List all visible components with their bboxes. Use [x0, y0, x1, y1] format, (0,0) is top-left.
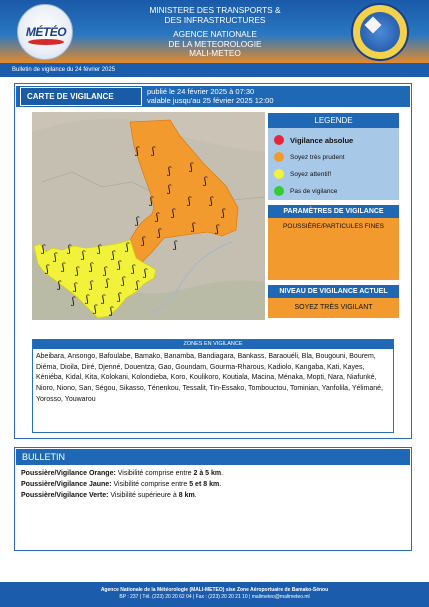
- dust-hazard-icon: ʃ: [122, 276, 125, 287]
- bulletin-end: .: [219, 481, 222, 488]
- legend-label: Vigilance absolue: [290, 135, 354, 145]
- footer-contact: BP : 237 | Tél. (223) 20 20 62 04 | Fax : (223) 20 20 21 10 | malimeteo@malimeteo.ml: [119, 594, 310, 600]
- legend-title: LEGENDE: [268, 113, 399, 128]
- bulletin-value: 5 et 8 km: [189, 481, 220, 488]
- legend-item-prudent: [274, 150, 345, 164]
- dust-hazard-icon: ʃ: [46, 264, 49, 275]
- dust-hazard-icon: ʃ: [132, 264, 135, 275]
- dust-hazard-icon: ʃ: [62, 262, 65, 273]
- dust-hazard-icon: ʃ: [54, 252, 57, 263]
- dust-hazard-icon: ʃ: [210, 196, 213, 207]
- legend-label: Soyez très prudent: [290, 153, 345, 161]
- legend-label: Soyez attentif!: [290, 170, 332, 178]
- dust-hazard-icon: ʃ: [152, 146, 155, 157]
- dust-hazard-icon: ʃ: [188, 196, 191, 207]
- dust-hazard-icon: ʃ: [174, 240, 177, 251]
- zones-title: ZONES EN VIGILANCE: [33, 340, 393, 349]
- logo-swoosh: [28, 39, 64, 45]
- header-banner: [0, 0, 429, 63]
- zones-list: Abeibara, Ansongo, Bafoulabe, Bamako, Banamba, Bandiagara, Bankass, Baraouéli, Bla, Bougouni, Bourem, Diéma, Dioila, Diré, Djenné, Douentza, Gao, Goundam, Gourma-Rharous, Kadiolo, Kangaba, Kati, Kayes, Kéniéba, Kidal, Kita, Kolokani, Kolondieba, Koro, Koulikoro, Koutiala, Macina, Ménaka, Mopti, Nara, Niafunké, Nioro, Niono, San, Ségou, Sikasso, Ténenkou, Tessalit, Tin-Essako, Tombouctou, Tominian, Yanfolila, Yélimané, Yorosso, Youwarou: [36, 353, 383, 403]
- bulletin-end: .: [194, 492, 197, 499]
- header-text: [120, 6, 310, 59]
- dust-hazard-icon: ʃ: [136, 216, 139, 227]
- dust-hazard-icon: ʃ: [82, 250, 85, 261]
- dust-hazard-icon: ʃ: [118, 292, 121, 303]
- dust-hazard-icon: ʃ: [90, 262, 93, 273]
- dust-hazard-icon: ʃ: [142, 236, 145, 247]
- dust-hazard-icon: ʃ: [118, 260, 121, 271]
- bulletin-text: Visibilité supérieure à: [108, 492, 179, 499]
- legend-panel: [268, 128, 399, 200]
- dust-hazard-icon: ʃ: [42, 244, 45, 255]
- bulletin-text: Visibilité comprise entre: [115, 470, 194, 477]
- bulletin-line-orange: [21, 470, 223, 477]
- legend-label: Pas de vigilance: [290, 187, 338, 195]
- bulletin-text: Visibilité comprise entre: [111, 481, 190, 488]
- bulletin-value: 8 km: [178, 492, 195, 499]
- dust-hazard-icon: ʃ: [98, 244, 101, 255]
- dust-hazard-icon: ʃ: [102, 294, 105, 305]
- red-dot-icon: [274, 135, 284, 145]
- dust-hazard-icon: ʃ: [204, 176, 207, 187]
- dust-hazard-icon: ʃ: [90, 280, 93, 291]
- logo-text: MÉTÉO: [25, 25, 67, 39]
- dust-hazard-icon: ʃ: [172, 208, 175, 219]
- legend-item-attentive: [274, 167, 331, 181]
- parameters-title: PARAMÈTRES DE VIGILANCE: [268, 205, 399, 218]
- current-level-value: SOYEZ TRÈS VIGILANT: [268, 298, 399, 318]
- legend-item-absolute: [274, 133, 353, 147]
- orange-dot-icon: [274, 152, 284, 162]
- parameters-value: POUSSIÈRE/PARTICULES FINES: [268, 218, 399, 280]
- agency-line-1: AGENCE NATIONALE: [173, 29, 257, 39]
- dust-hazard-icon: ʃ: [190, 162, 193, 173]
- validity-info: [147, 87, 367, 105]
- dust-hazard-icon: ʃ: [168, 184, 171, 195]
- ministry-line-1: MINISTERE DES TRANSPORTS &: [149, 5, 281, 15]
- dust-hazard-icon: ʃ: [156, 212, 159, 223]
- dust-hazard-icon: ʃ: [222, 208, 225, 219]
- seal-center: [360, 12, 400, 52]
- agency-line-2: DE LA METEOROLOGIE: [168, 38, 262, 49]
- dust-hazard-icon: ʃ: [144, 268, 147, 279]
- dust-hazard-icon: ʃ: [136, 146, 139, 157]
- bulletin-label: Poussière/Vigilance Orange:: [21, 470, 116, 477]
- bulletin-value: 2 à 5 km: [193, 470, 222, 477]
- dust-hazard-icon: ʃ: [86, 294, 89, 305]
- bulletin-label: Poussière/Vigilance Jaune:: [21, 481, 112, 488]
- dust-hazard-icon: ʃ: [106, 278, 109, 289]
- dust-hazard-icon: ʃ: [104, 266, 107, 277]
- dust-hazard-icon: ʃ: [192, 222, 195, 233]
- bulletin-line-green: [21, 492, 197, 499]
- agency-line-3: MALI-METEO: [189, 48, 241, 58]
- dust-hazard-icon: ʃ: [76, 266, 79, 277]
- dust-hazard-icon: ʃ: [72, 296, 75, 307]
- bulletin-title: BULLETIN: [16, 449, 410, 465]
- dust-hazard-icon: ʃ: [126, 242, 129, 253]
- mali-map-svg: [32, 112, 265, 320]
- dust-hazard-icon: ʃ: [58, 280, 61, 291]
- yellow-dot-icon: [274, 169, 284, 179]
- published-text: publié le 24 février 2025 à 07:30: [147, 87, 255, 96]
- footer-address: Agence Nationale de la Météorologie (MALI-METEO) sise Zone Aéroportuaire de Bamako-Sénou: [100, 587, 329, 593]
- map-title: CARTE DE VIGILANCE: [20, 87, 142, 106]
- green-dot-icon: [274, 186, 284, 196]
- bulletin-label: Poussière/Vigilance Verte:: [21, 492, 109, 499]
- dust-hazard-icon: ʃ: [216, 224, 219, 235]
- current-level-title: NIVEAU DE VIGILANCE ACTUEL: [268, 285, 399, 298]
- dust-hazard-icon: ʃ: [150, 196, 153, 207]
- ministry-line-2: DES INFRASTRUCTURES: [164, 14, 266, 25]
- dust-hazard-icon: ʃ: [110, 306, 113, 317]
- mali-meteo-logo: [17, 4, 73, 60]
- bulletin-line-yellow: [21, 481, 221, 488]
- dust-hazard-icon: ʃ: [112, 250, 115, 261]
- legend-item-none: [274, 184, 337, 198]
- dust-hazard-icon: ʃ: [74, 282, 77, 293]
- dust-hazard-icon: ʃ: [136, 280, 139, 291]
- dust-hazard-icon: ʃ: [94, 304, 97, 315]
- valid-until-text: valable jusqu'au 25 février 2025 12:00: [147, 96, 274, 105]
- dust-hazard-icon: ʃ: [68, 244, 71, 255]
- dust-hazard-icon: ʃ: [168, 166, 171, 177]
- bulletin-date-bar: Bulletin de vigilance du 24 février 2025: [0, 63, 429, 77]
- dust-hazard-icon: ʃ: [158, 228, 161, 239]
- vigilance-map: [32, 112, 265, 320]
- footer: [0, 582, 429, 607]
- republic-seal: [351, 3, 409, 61]
- bulletin-end: .: [221, 470, 224, 477]
